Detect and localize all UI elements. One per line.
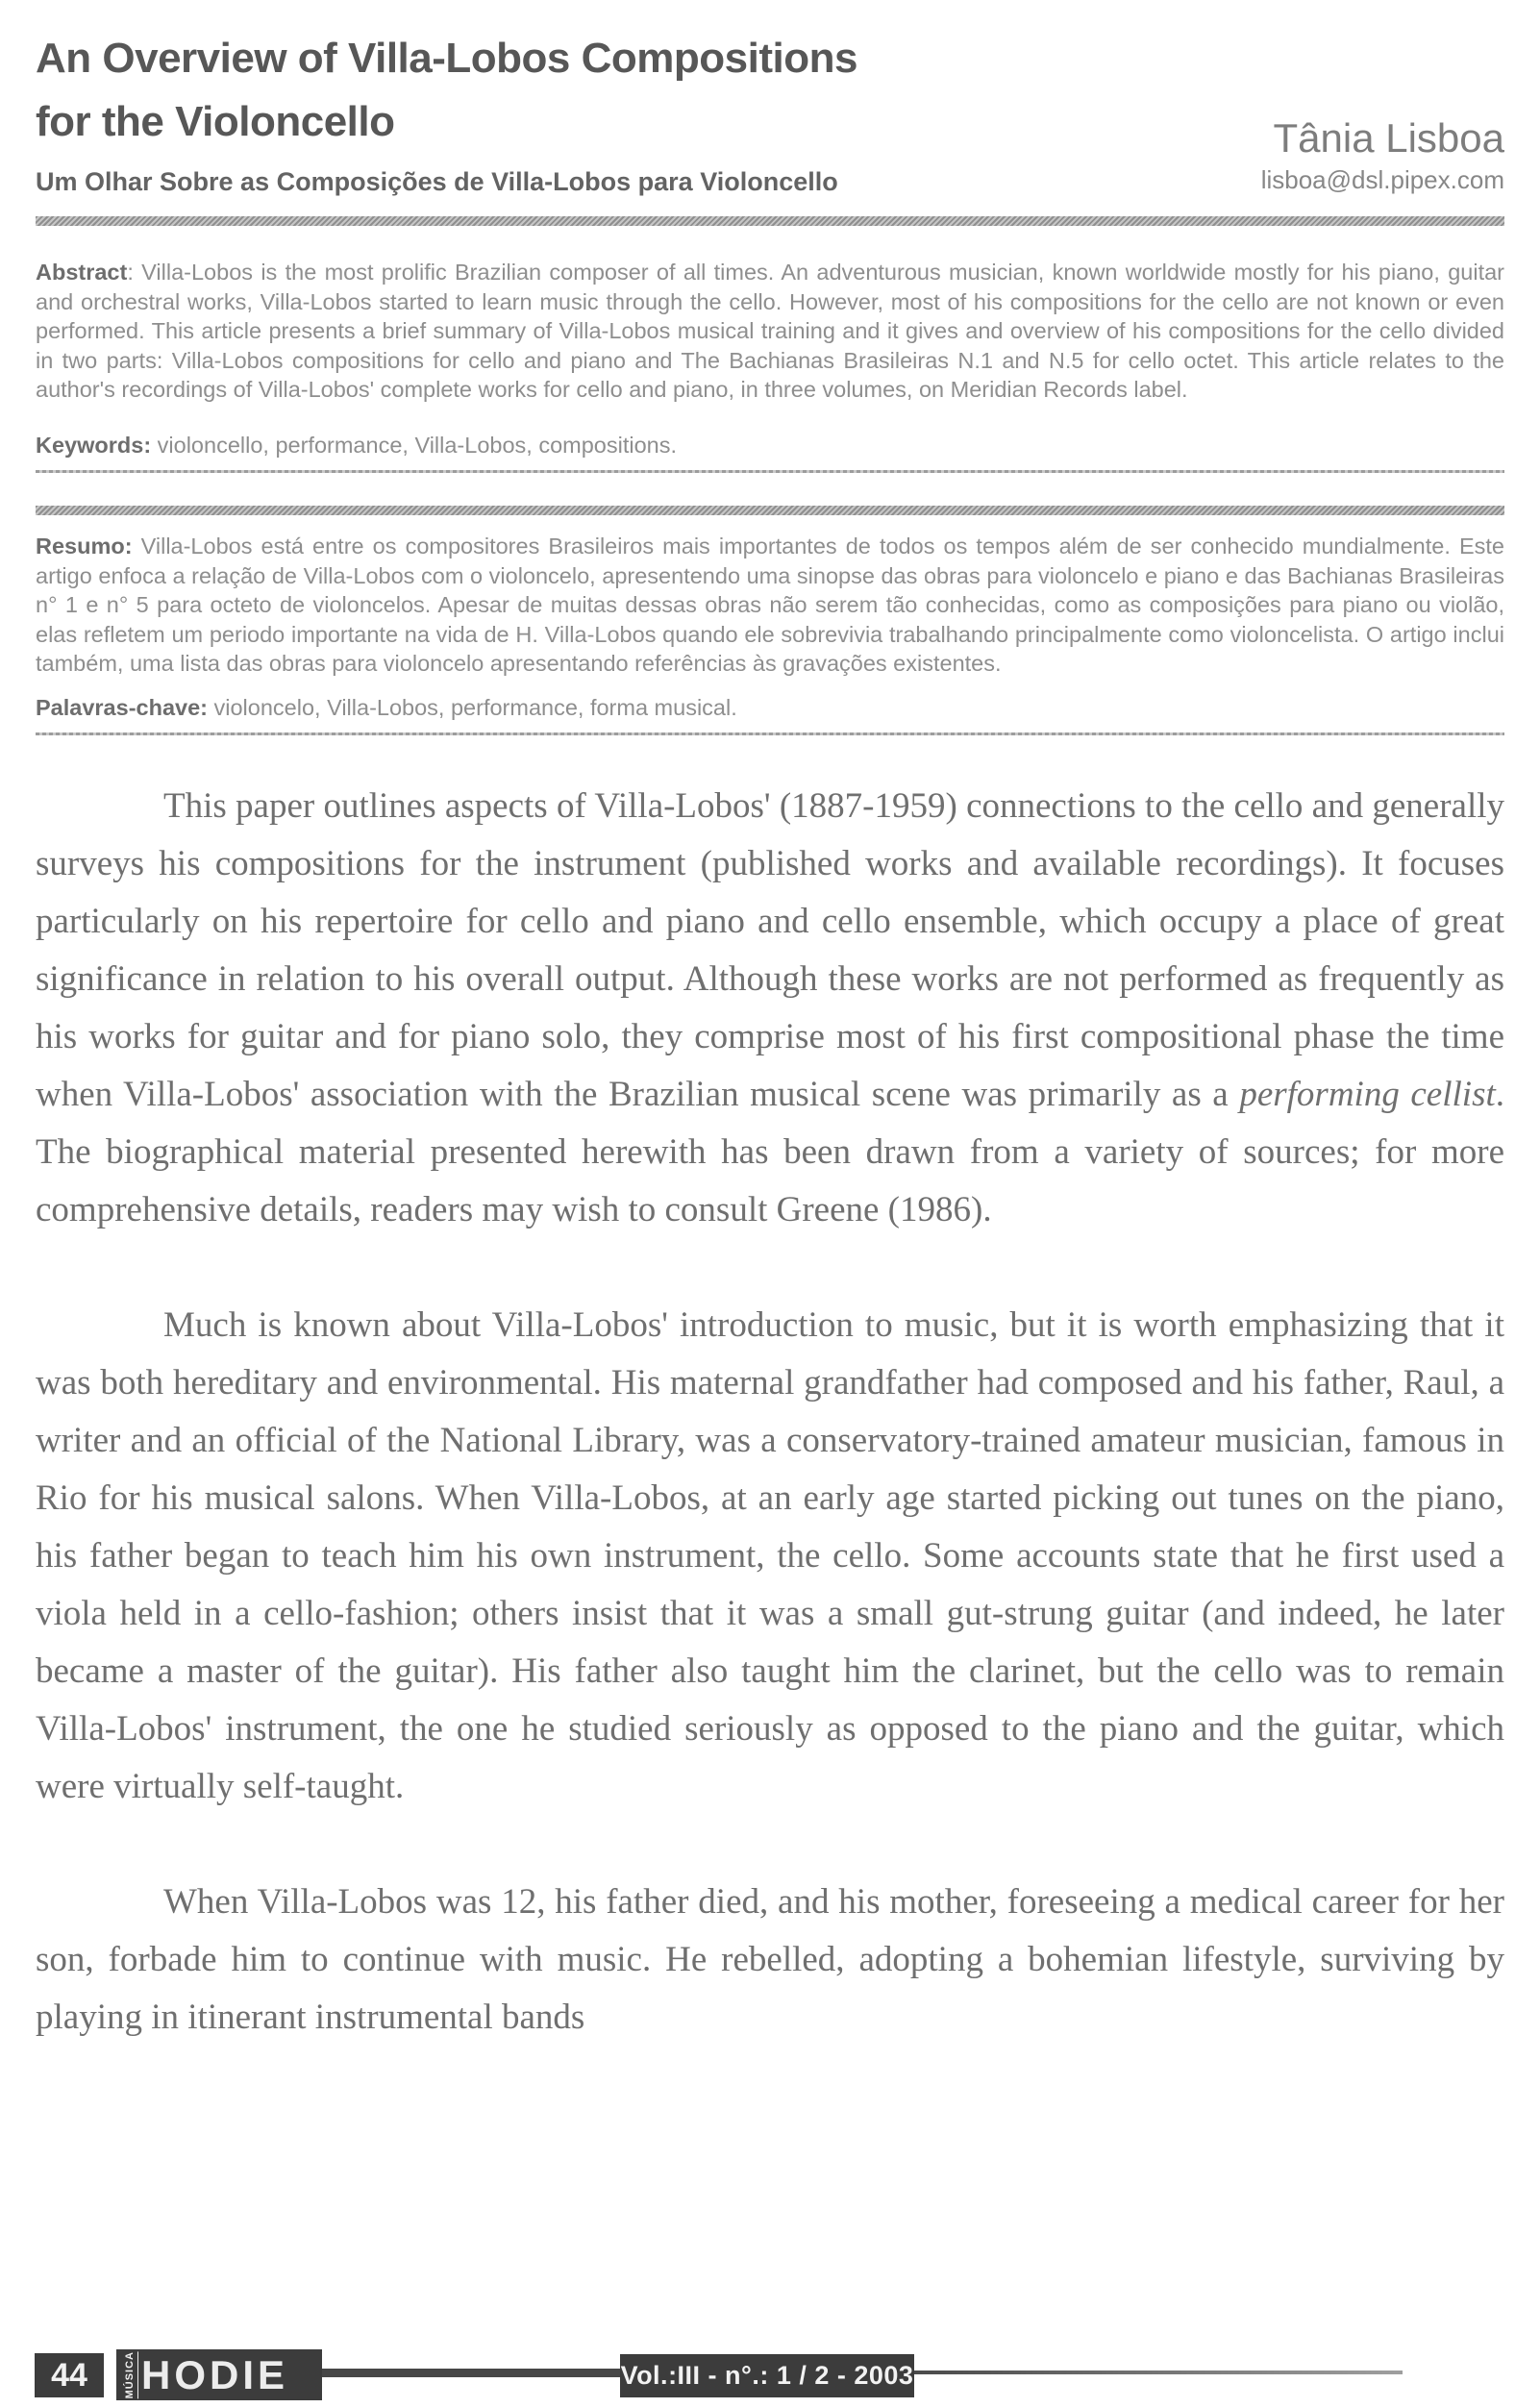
body-paragraph-3: When Villa-Lobos was 12, his father died, and his mother, foreseeing a medical career for her son, forbade him to continue with music. He rebelled, adopting a bohemian lifestyle, surviving by playing in itinerant instrumental bands: [36, 1882, 1504, 2037]
keywords-line: [36, 431, 1504, 460]
journal-logo: [116, 2349, 322, 2400]
section-divider: [36, 506, 1504, 515]
resumo-text: Villa-Lobos está entre os compositores Brasileiros mais importantes de todos os tempos além de ser conhecido mundialmente. Este artigo enfoca a relação de Villa-Lobos com o violoncelo, apresentendo uma sinopse das obras para violoncelo e piano e das Bachianas Brasileiras n° 1 e n° 5 para octeto de violoncelos. Apesar de muitas dessas obras não serem tão conhecidas, como as composições para piano ou violão, elas refletem um periodo importante na vida de H. Villa-Lobos quando ele sobrevivia trabalhando principalmente como violoncelista. O artigo inclui também, uma lista das obras para violoncelo apresentando referências às gravações existentes.: [36, 534, 1504, 676]
keywords-text: violoncello, performance, Villa-Lobos, compositions.: [151, 432, 678, 458]
page-title: [36, 27, 857, 154]
page-title-line2: for the Violoncello: [36, 98, 395, 145]
body-paragraph-1: [36, 778, 1504, 1239]
footer-rule-right: [914, 2371, 1403, 2374]
palavras-divider: [36, 732, 1504, 735]
palavras-chave-line: [36, 693, 1504, 723]
page-number-badge: 44: [35, 2353, 104, 2397]
journal-logo-text: HODIE: [141, 2351, 289, 2397]
title-block: [36, 27, 857, 197]
footer-rule-left: [322, 2369, 620, 2377]
page-title-line1: An Overview of Villa-Lobos Compositions: [36, 35, 857, 82]
keywords-label: Keywords:: [36, 432, 152, 458]
abstract-text: : Villa-Lobos is the most prolific Brazilian composer of all times. An adventurous musician, known worldwide mostly for his piano, guitar and orchestral works, Villa-Lobos started to learn music through the cello. However, most of his compositions for the cello are not known or even performed. This article presents a brief summary of Villa-Lobos musical training and it gives and overview of his compositions for the cello divided in two parts: Villa-Lobos compositions for cello and piano and The Bachianas Brasileiras N.1 and N.5 for cello octet. This article relates to the author's recordings of Villa-Lobos' complete works for cello and piano, in three volumes, on Meridian Records label.: [36, 260, 1504, 402]
header-divider: [36, 216, 1504, 226]
author-name: Tânia Lisboa: [1273, 115, 1504, 161]
abstract-label: Abstract: [36, 260, 128, 285]
body-paragraph-1-end: . The biographical material presented herewith has been drawn from a variety of sources; for more comprehensive details, readers may wish to consult Greene (1986).: [36, 1075, 1504, 1229]
body-paragraph-1-italic: performing cellist: [1239, 1075, 1496, 1114]
body-paragraph-2: Much is known about Villa-Lobos' introduction to music, but it is worth emphasizing that it was both hereditary and environmental. His maternal grandfather had composed and his father, Raul, a writer and an official of the National Library, was a conservatory-trained amateur musician, famous in Rio for his musical salons. When Villa-Lobos, at an early age started picking out tunes on the piano, his father began to teach him his own instrument, the cello. Some accounts state that he first used a viola held in a cello-fashion; others insist that it was a small gut-strung guitar (and indeed, he later became a master of the guitar). His father also taught him the clarinet, but the cello was to remain Villa-Lobos' instrument, the one he studied seriously as opposed to the piano and the guitar, which were virtually self-taught.: [36, 1305, 1504, 1806]
page-subtitle: Um Olhar Sobre as Composições de Villa-Lobos para Violoncello: [36, 167, 838, 196]
paper-header: [36, 0, 1504, 197]
body-paragraph-1-start: This paper outlines aspects of Villa-Lobos' (1887-1959) connections to the cello and generally surveys his compositions for the instrument (published works and available recordings). It focuses particularly on his repertoire for cello and piano and cello ensemble, which occupy a place of great significance in relation to his overall output. Although these works are not performed as frequently as his works for guitar and for piano solo, they comprise most of his first compositional phase the time when Villa-Lobos' association with the Brazilian musical scene was primarily as a: [36, 786, 1504, 1114]
article-body: [36, 778, 1504, 2047]
author-block: [1261, 115, 1504, 197]
keywords-divider: [36, 470, 1504, 473]
author-email: lisboa@dsl.pipex.com: [1260, 165, 1504, 194]
resumo-label: Resumo:: [36, 534, 133, 559]
palavras-chave-label: Palavras-chave:: [36, 694, 208, 720]
palavras-chave-text: violoncelo, Villa-Lobos, performance, forma musical.: [207, 694, 737, 720]
resumo-paragraph: [36, 532, 1504, 679]
journal-logo-vertical-text: MÚSICA: [125, 2351, 138, 2398]
volume-info-badge: Vol.:III - n°.: 1 / 2 - 2003: [620, 2354, 914, 2397]
abstract-paragraph: [36, 258, 1504, 405]
